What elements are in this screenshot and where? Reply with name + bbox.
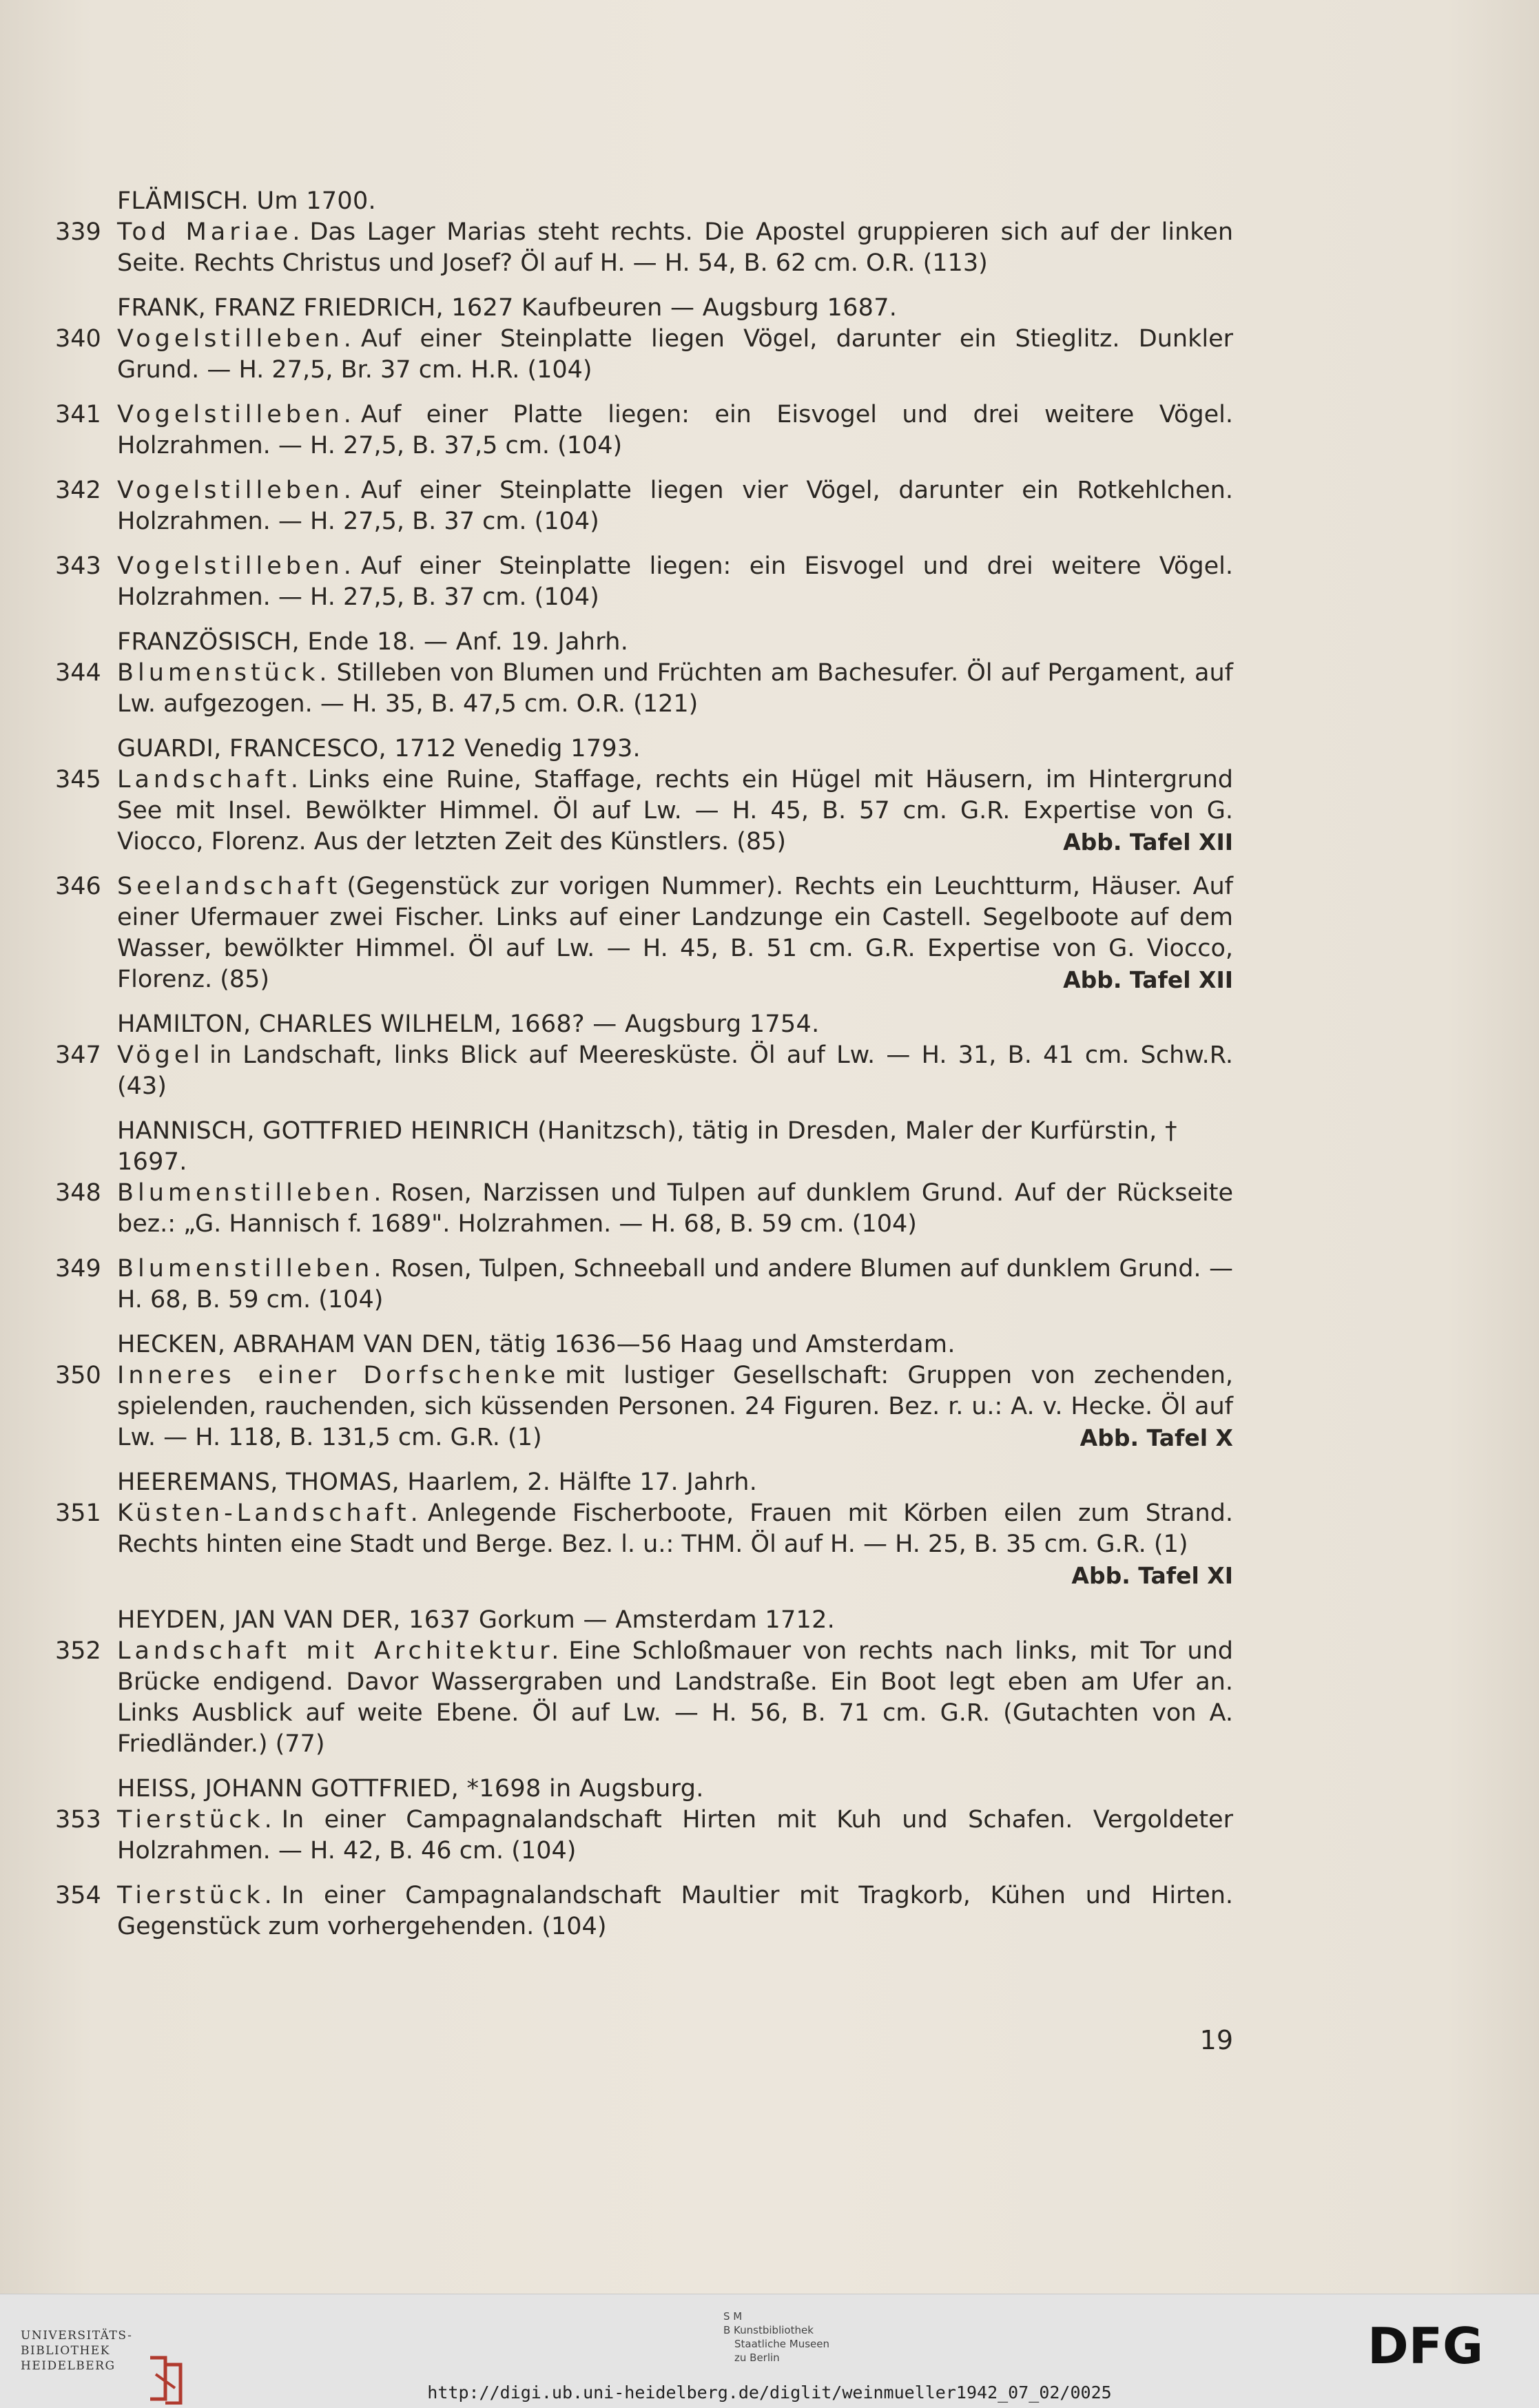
artist-section bbox=[48, 186, 1233, 279]
plate-reference: Abb. Tafel XII bbox=[1063, 829, 1233, 855]
lot-title: Blumenstück. bbox=[117, 659, 331, 687]
logo-text-line: B Kunstbibliothek bbox=[723, 2324, 814, 2336]
dfg-logo[interactable] bbox=[1367, 2322, 1512, 2370]
artist-section bbox=[48, 1329, 1233, 1453]
artist-heading: HAMILTON, CHARLES WILHELM, 1668? — Augsburg 1754. bbox=[117, 1010, 820, 1038]
logo-text-line: zu Berlin bbox=[734, 2352, 780, 2364]
artist-section bbox=[48, 734, 1233, 995]
lot-entry bbox=[48, 399, 1233, 461]
dfg-logo-text: DFG bbox=[1367, 2322, 1484, 2370]
plate-reference: Abb. Tafel XII bbox=[1063, 966, 1233, 993]
lot-number: 347 bbox=[55, 1041, 101, 1069]
plate-reference: Abb. Tafel X bbox=[1080, 1424, 1233, 1451]
lot-description: Links eine Ruine, Staffage, rechts ein Hügel mit Häusern, im Hintergrund See mit Insel. Bewölkter Himmel. Öl auf Lw. — H. 45, B. 57 cm. G.R. Expertise von G. Viocco, Florenz. Aus der letzten Zeit des Künstlers. (85) bbox=[117, 766, 1233, 855]
artist-section bbox=[48, 1009, 1233, 1102]
lot-entry bbox=[48, 217, 1233, 279]
logo-text-line: BIBLIOTHEK bbox=[21, 2344, 110, 2358]
lot-title: Blumenstilleben. bbox=[117, 1179, 386, 1207]
lot-number: 342 bbox=[55, 477, 101, 504]
lot-number: 340 bbox=[55, 325, 101, 353]
lot-title: Vogelstilleben. bbox=[117, 552, 355, 580]
permalink-url[interactable]: http://digi.ub.uni-heidelberg.de/diglit/weinmueller1942_07_02/0025 bbox=[427, 2383, 1112, 2402]
lot-description: Auf einer Steinplatte liegen Vögel, darunter ein Stieglitz. Dunkler Grund. — H. 27,5, Br. 37 cm. H.R. (104) bbox=[117, 325, 1233, 384]
lot-description: in Landschaft, links Blick auf Meeresküste. Öl auf Lw. — H. 31, B. 41 cm. Schw.R. (43) bbox=[117, 1041, 1233, 1100]
lot-entry bbox=[48, 1360, 1233, 1453]
lot-title: Vogelstilleben. bbox=[117, 325, 355, 353]
lot-number: 348 bbox=[55, 1179, 101, 1207]
lot-description: Anlegende Fischerboote, Frauen mit Körben eilen zum Strand. Rechts hinten eine Stadt und Berge. Bez. l. u.: THM. Öl auf H. — H. 25, B. 35 cm. G.R. (1) bbox=[117, 1499, 1233, 1558]
lot-title: Seelandschaft bbox=[117, 873, 342, 900]
lot-entry bbox=[48, 1040, 1233, 1102]
lot-number: 345 bbox=[55, 766, 101, 793]
lot-number: 352 bbox=[55, 1637, 101, 1665]
viewer-footer bbox=[0, 2294, 1539, 2408]
artist-section bbox=[48, 1605, 1233, 1760]
catalog-content bbox=[48, 186, 1233, 1956]
artist-heading: HECKEN, ABRAHAM VAN DEN, tätig 1636—56 Haag und Amsterdam. bbox=[117, 1331, 956, 1358]
lot-entry bbox=[48, 871, 1233, 995]
lot-title: Landschaft mit Architektur. bbox=[117, 1637, 564, 1665]
lot-entry bbox=[48, 324, 1233, 386]
artist-heading: HEEREMANS, THOMAS, Haarlem, 2. Hälfte 17. Jahrh. bbox=[117, 1468, 758, 1496]
lot-entry bbox=[48, 475, 1233, 537]
lot-entry bbox=[48, 1178, 1233, 1240]
lot-description: Rosen, Tulpen, Schneeball und andere Blumen auf dunklem Grund. — H. 68, B. 59 cm. (104) bbox=[117, 1255, 1233, 1314]
lot-entry bbox=[48, 1805, 1233, 1867]
lot-number: 341 bbox=[55, 401, 101, 428]
artist-heading: FRANZÖSISCH, Ende 18. — Anf. 19. Jahrh. bbox=[117, 628, 629, 656]
lot-description: Eine Schloßmauer von rechts nach links, mit Tor und Brücke endigend. Davor Wassergraben und Landstraße. Ein Boot legt eben am Ufer an. Links Ausblick auf weite Ebene. Öl auf Lw. — H. 56, B. 71 cm. G.R. (Gutachten von A. Friedländer.) (77) bbox=[117, 1637, 1233, 1758]
lot-entry bbox=[48, 765, 1233, 858]
lot-number: 350 bbox=[55, 1362, 101, 1389]
lot-title: Tierstück. bbox=[117, 1806, 276, 1834]
lot-entry bbox=[48, 658, 1233, 720]
artist-section bbox=[48, 1116, 1233, 1316]
lot-title: Inneres einer Dorfschenke bbox=[117, 1362, 560, 1389]
lot-entry bbox=[48, 551, 1233, 613]
artist-heading: FRANK, FRANZ FRIEDRICH, 1627 Kaufbeuren — Augsburg 1687. bbox=[117, 294, 898, 322]
university-library-heidelberg-logo[interactable] bbox=[21, 2329, 200, 2391]
lot-title: Tod Mariae. bbox=[117, 218, 304, 246]
lot-description: (Gegenstück zur vorigen Nummer). Rechts ein Leuchtturm, Häuser. Auf einer Ufermauer zwei Fischer. Links auf einer Landzunge ein Castell. Segelboote auf dem Wasser, bewölkter Himmel. Öl auf Lw. — H. 45, B. 51 cm. G.R. Expertise von G. Viocco, Florenz. (85) bbox=[117, 873, 1233, 993]
artist-heading: HEYDEN, JAN VAN DER, 1637 Gorkum — Amsterdam 1712. bbox=[117, 1606, 836, 1634]
lot-title: Tierstück. bbox=[117, 1882, 276, 1909]
kunstbibliothek-berlin-logo[interactable] bbox=[723, 2310, 861, 2365]
artist-heading: GUARDI, FRANCESCO, 1712 Venedig 1793. bbox=[117, 735, 641, 762]
artist-heading: HANNISCH, GOTTFRIED HEINRICH (Hanitzsch), tätig in Dresden, Maler der Kurfürstin, † 1697. bbox=[117, 1117, 1177, 1176]
lot-entry bbox=[48, 1254, 1233, 1316]
lot-description: Stilleben von Blumen und Früchten am Bachesufer. Öl auf Pergament, auf Lw. aufgezogen. — H. 35, B. 47,5 cm. O.R. (121) bbox=[117, 659, 1233, 718]
logo-text-line: S M bbox=[723, 2310, 743, 2323]
lot-description: Rosen, Narzissen und Tulpen auf dunklem Grund. Auf der Rückseite bez.: „G. Hannisch f. 1689". Holzrahmen. — H. 68, B. 59 cm. (104) bbox=[117, 1179, 1233, 1238]
artist-section bbox=[48, 1467, 1233, 1591]
lot-title: Küsten-Landschaft. bbox=[117, 1499, 422, 1527]
lot-number: 339 bbox=[55, 218, 101, 246]
lot-description: Auf einer Steinplatte liegen vier Vögel, darunter ein Rotkehlchen. Holzrahmen. — H. 27,5, B. 37 cm. (104) bbox=[117, 477, 1233, 535]
artist-heading: FLÄMISCH. Um 1700. bbox=[117, 187, 376, 215]
artist-section bbox=[48, 293, 1233, 613]
lot-title: Vögel bbox=[117, 1041, 205, 1069]
lot-title: Vogelstilleben. bbox=[117, 477, 355, 504]
artist-section bbox=[48, 627, 1233, 720]
logo-text-line: UNIVERSITÄTS- bbox=[21, 2329, 133, 2343]
lot-number: 353 bbox=[55, 1806, 101, 1834]
lot-number: 349 bbox=[55, 1255, 101, 1283]
lot-number: 354 bbox=[55, 1882, 101, 1909]
lot-title: Blumenstilleben. bbox=[117, 1255, 386, 1283]
lot-description: In einer Campagnalandschaft Hirten mit Kuh und Schafen. Vergoldeter Holzrahmen. — H. 42, B. 46 cm. (104) bbox=[117, 1806, 1233, 1865]
artist-section bbox=[48, 1774, 1233, 1942]
lot-description: Auf einer Platte liegen: ein Eisvogel und drei weitere Vögel. Holzrahmen. — H. 27,5, B. 37,5 cm. (104) bbox=[117, 401, 1233, 459]
lot-title: Vogelstilleben. bbox=[117, 401, 355, 428]
lot-entry bbox=[48, 1636, 1233, 1760]
lot-entry bbox=[48, 1498, 1233, 1591]
lot-number: 344 bbox=[55, 659, 101, 687]
lot-description: Das Lager Marias steht rechts. Die Apostel gruppieren sich auf der linken Seite. Rechts Christus und Josef? Öl auf H. — H. 54, B. 62 cm. O.R. (113) bbox=[117, 218, 1233, 277]
lot-description: In einer Campagnalandschaft Maultier mit Tragkorb, Kühen und Hirten. Gegenstück zum vorhergehenden. (104) bbox=[117, 1882, 1233, 1940]
plate-reference: Abb. Tafel XI bbox=[1071, 1562, 1233, 1589]
lot-title: Landschaft. bbox=[117, 766, 303, 793]
lot-entry bbox=[48, 1880, 1233, 1942]
lot-description: Auf einer Steinplatte liegen: ein Eisvogel und drei weitere Vögel. Holzrahmen. — H. 27,5, B. 37 cm. (104) bbox=[117, 552, 1233, 611]
lot-number: 351 bbox=[55, 1499, 101, 1527]
lot-number: 346 bbox=[55, 873, 101, 900]
artist-heading: HEISS, JOHANN GOTTFRIED, *1698 in Augsburg. bbox=[117, 1775, 704, 1803]
page-number: 19 bbox=[1199, 2025, 1233, 2055]
logo-text-line: Staatliche Museen bbox=[734, 2338, 829, 2350]
lot-number: 343 bbox=[55, 552, 101, 580]
lot-description: mit lustiger Gesellschaft: Gruppen von zechenden, spielenden, rauchenden, sich küssenden Personen. 24 Figuren. Bez. r. u.: A. v. Hecke. Öl auf Lw. — H. 118, B. 131,5 cm. G.R. (1) bbox=[117, 1362, 1234, 1451]
logo-text-line: HEIDELBERG bbox=[21, 2359, 116, 2373]
